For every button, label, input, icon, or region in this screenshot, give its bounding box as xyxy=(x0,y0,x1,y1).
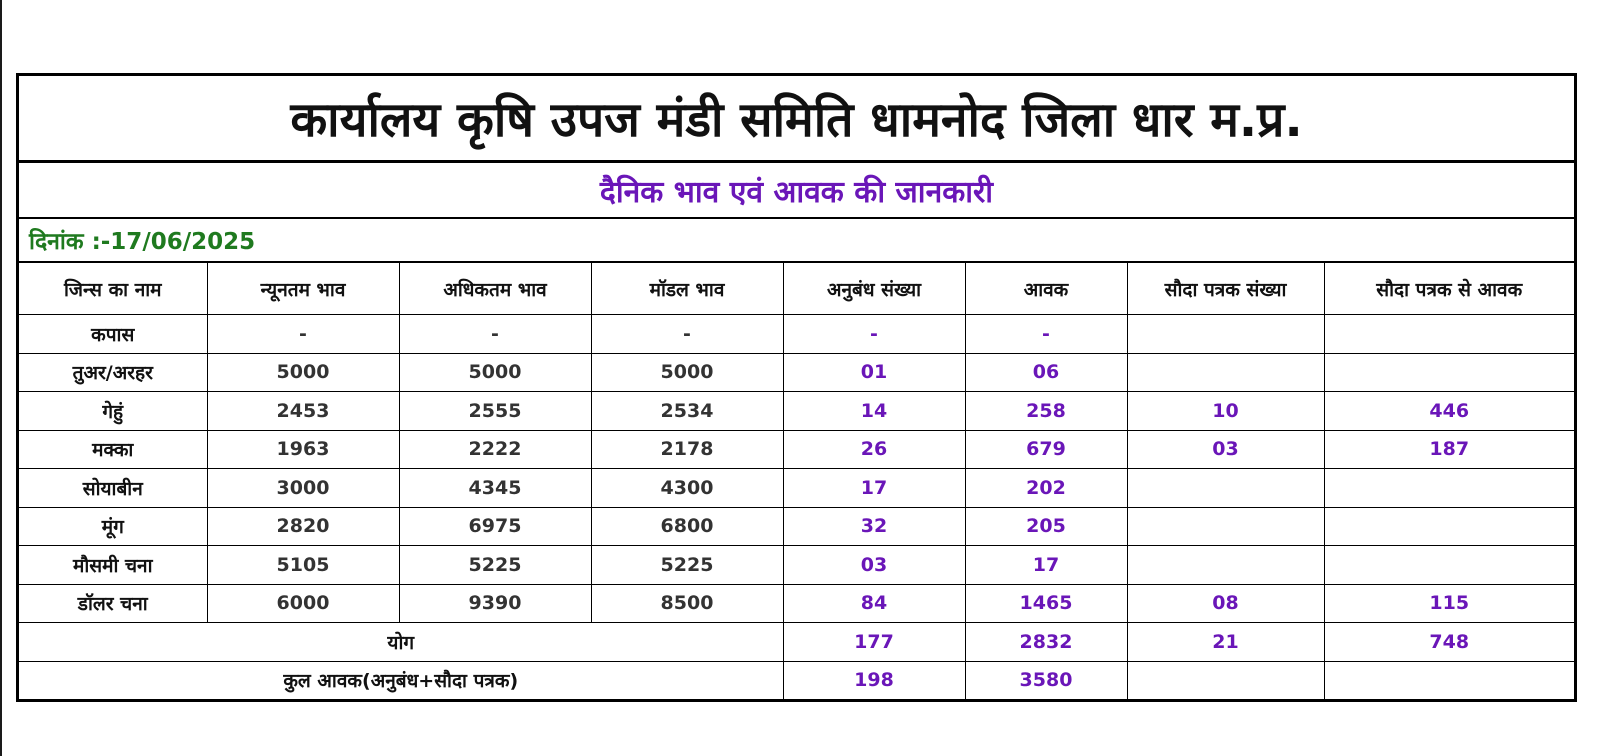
modal-rate: - xyxy=(591,315,783,354)
deal-count xyxy=(1127,353,1324,392)
total-arrival: 2832 xyxy=(965,623,1127,662)
contract-count: 32 xyxy=(783,507,965,546)
deal-arrival: 115 xyxy=(1324,584,1574,623)
col-header-deal-arrival: सौदा पत्रक से आवक xyxy=(1324,263,1574,315)
col-header-crop: जिन्स का नाम xyxy=(19,263,207,315)
max-rate: - xyxy=(399,315,591,354)
deal-count: 03 xyxy=(1127,430,1324,469)
crop-name: मक्का xyxy=(19,430,207,469)
arrival: - xyxy=(965,315,1127,354)
contract-count: 84 xyxy=(783,584,965,623)
deal-count: 08 xyxy=(1127,584,1324,623)
contract-count: - xyxy=(783,315,965,354)
max-rate: 6975 xyxy=(399,507,591,546)
contract-count: 26 xyxy=(783,430,965,469)
max-rate: 5000 xyxy=(399,353,591,392)
modal-rate: 6800 xyxy=(591,507,783,546)
crop-name: सोयाबीन xyxy=(19,469,207,508)
col-header-deal-count: सौदा पत्रक संख्या xyxy=(1127,263,1324,315)
deal-arrival xyxy=(1324,315,1574,354)
modal-rate: 8500 xyxy=(591,584,783,623)
office-title: कार्यालय कृषि उपज मंडी समिति धामनोद जिला धार म.प्र. xyxy=(19,76,1574,163)
modal-rate: 2534 xyxy=(591,392,783,431)
max-rate: 2222 xyxy=(399,430,591,469)
table-header-row xyxy=(19,263,1574,315)
contract-count: 03 xyxy=(783,546,965,585)
crop-name: कपास xyxy=(19,315,207,354)
mandi-rate-sheet xyxy=(16,73,1577,702)
arrival: 1465 xyxy=(965,584,1127,623)
arrival: 258 xyxy=(965,392,1127,431)
min-rate: 2453 xyxy=(207,392,399,431)
left-edge-rule xyxy=(0,0,2,756)
table-row xyxy=(19,315,1574,354)
crop-name: मौसमी चना xyxy=(19,546,207,585)
deal-arrival xyxy=(1324,546,1574,585)
deal-count xyxy=(1127,315,1324,354)
max-rate: 4345 xyxy=(399,469,591,508)
contract-count: 01 xyxy=(783,353,965,392)
min-rate: 5000 xyxy=(207,353,399,392)
col-header-max-rate: अधिकतम भाव xyxy=(399,263,591,315)
arrival: 679 xyxy=(965,430,1127,469)
rates-table xyxy=(19,263,1574,699)
deal-count xyxy=(1127,546,1324,585)
crop-name: तुअर/अरहर xyxy=(19,353,207,392)
contract-count: 14 xyxy=(783,392,965,431)
max-rate: 5225 xyxy=(399,546,591,585)
table-row xyxy=(19,507,1574,546)
min-rate: - xyxy=(207,315,399,354)
table-row xyxy=(19,392,1574,431)
modal-rate: 2178 xyxy=(591,430,783,469)
col-header-contract-count: अनुबंध संख्या xyxy=(783,263,965,315)
crop-name: गेहुं xyxy=(19,392,207,431)
grand-total-deal-arrival xyxy=(1324,661,1574,699)
crop-name: डॉलर चना xyxy=(19,584,207,623)
arrival: 205 xyxy=(965,507,1127,546)
table-row xyxy=(19,430,1574,469)
table-row xyxy=(19,584,1574,623)
total-row xyxy=(19,623,1574,662)
grand-total-arrival: 3580 xyxy=(965,661,1127,699)
modal-rate: 5225 xyxy=(591,546,783,585)
grand-total-row xyxy=(19,661,1574,699)
total-label: योग xyxy=(19,623,783,662)
deal-arrival: 187 xyxy=(1324,430,1574,469)
deal-arrival xyxy=(1324,507,1574,546)
table-row xyxy=(19,353,1574,392)
min-rate: 6000 xyxy=(207,584,399,623)
arrival: 06 xyxy=(965,353,1127,392)
min-rate: 2820 xyxy=(207,507,399,546)
grand-total-contracts: 198 xyxy=(783,661,965,699)
arrival: 202 xyxy=(965,469,1127,508)
contract-count: 17 xyxy=(783,469,965,508)
total-deal-arrival: 748 xyxy=(1324,623,1574,662)
deal-arrival: 446 xyxy=(1324,392,1574,431)
total-deals: 21 xyxy=(1127,623,1324,662)
deal-count xyxy=(1127,507,1324,546)
col-header-min-rate: न्यूनतम भाव xyxy=(207,263,399,315)
col-header-arrival: आवक xyxy=(965,263,1127,315)
table-row xyxy=(19,469,1574,508)
report-date: दिनांक :-17/06/2025 xyxy=(19,219,1574,263)
table-row xyxy=(19,546,1574,585)
deal-count xyxy=(1127,469,1324,508)
max-rate: 2555 xyxy=(399,392,591,431)
modal-rate: 4300 xyxy=(591,469,783,508)
modal-rate: 5000 xyxy=(591,353,783,392)
total-contracts: 177 xyxy=(783,623,965,662)
min-rate: 1963 xyxy=(207,430,399,469)
min-rate: 5105 xyxy=(207,546,399,585)
grand-total-label: कुल आवक(अनुबंध+सौदा पत्रक) xyxy=(19,661,783,699)
crop-name: मूंग xyxy=(19,507,207,546)
report-subtitle: दैनिक भाव एवं आवक की जानकारी xyxy=(19,163,1574,219)
deal-arrival xyxy=(1324,469,1574,508)
deal-arrival xyxy=(1324,353,1574,392)
min-rate: 3000 xyxy=(207,469,399,508)
arrival: 17 xyxy=(965,546,1127,585)
max-rate: 9390 xyxy=(399,584,591,623)
deal-count: 10 xyxy=(1127,392,1324,431)
col-header-modal-rate: मॉडल भाव xyxy=(591,263,783,315)
grand-total-deals xyxy=(1127,661,1324,699)
